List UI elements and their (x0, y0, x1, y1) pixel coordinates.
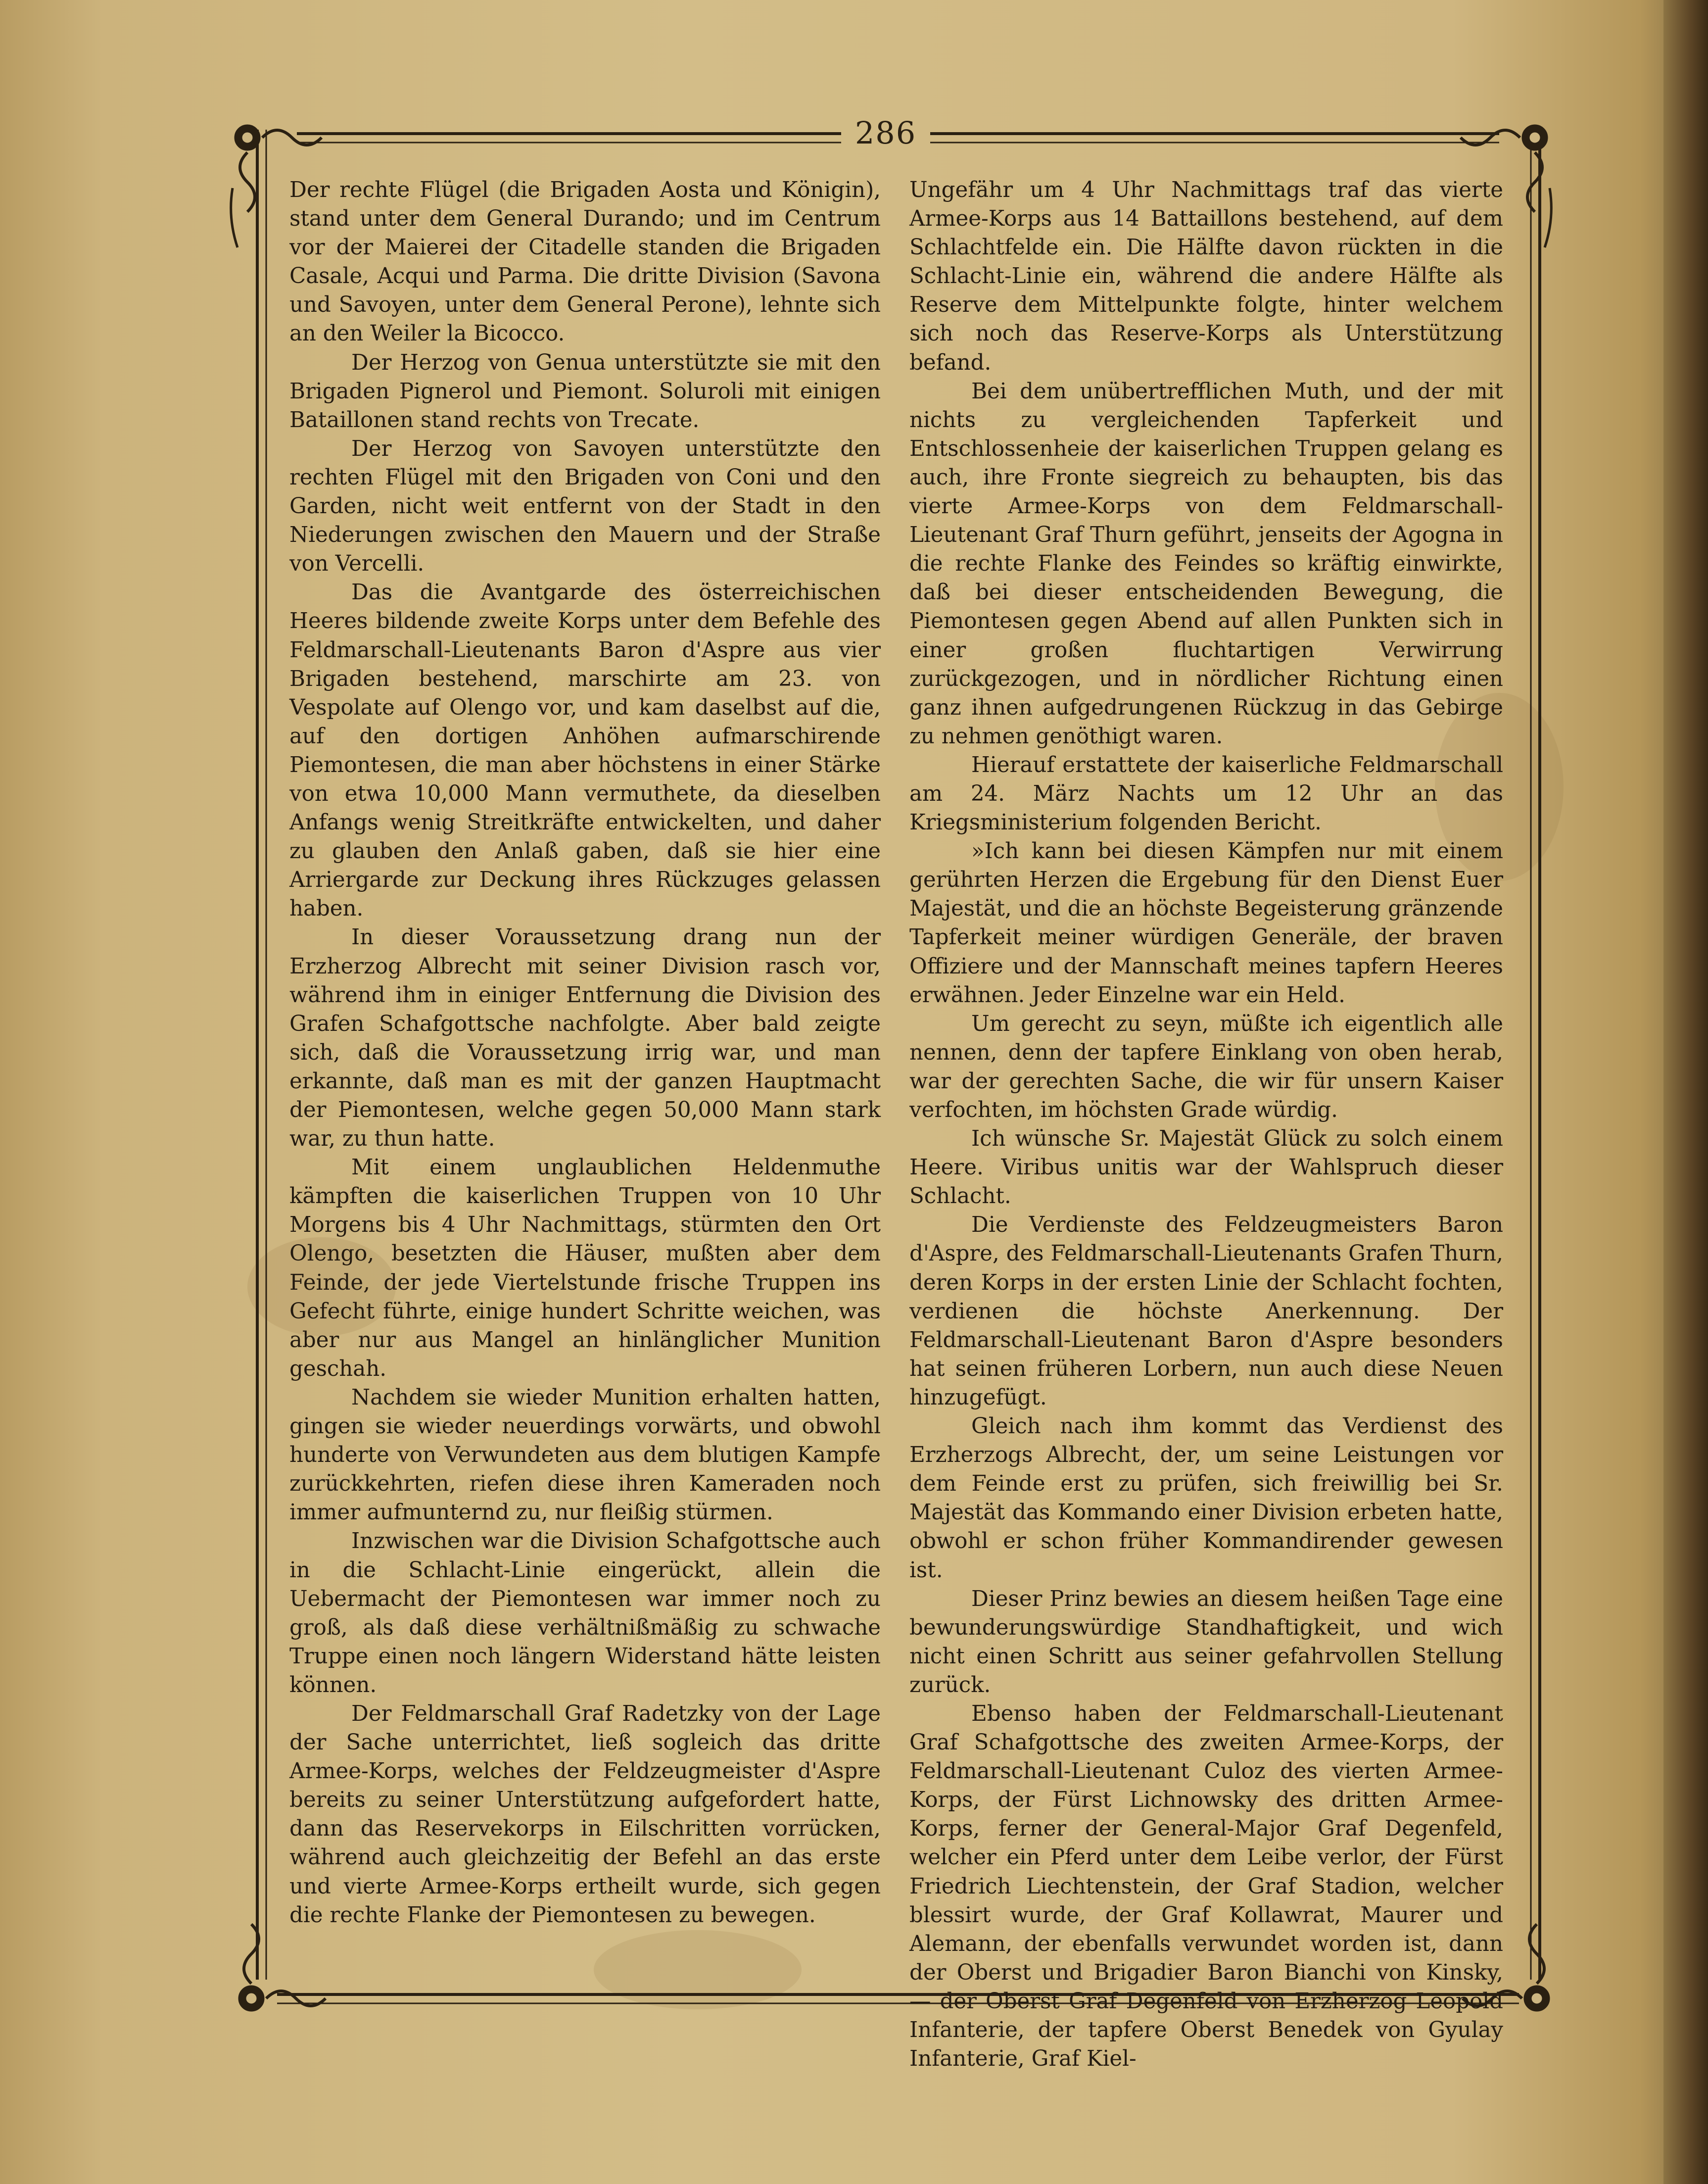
right-text-column (909, 176, 1503, 2073)
left-text-column (289, 176, 881, 1930)
paragraph: Der Herzog von Genua unterstützte sie mit den Brigaden Pignerol und Piemont. Soluroli mit einigen Bataillonen stand rechts von Trecate. (289, 350, 881, 433)
paragraph: Das die Avantgarde des österreichischen Heeres bildende zweite Korps unter dem Befehle des Feldmarschall-Lieutenants Baron d'Aspre aus vier Brigaden bestehend, marschirte am 23. von Vespolate auf Olengo vor, und kam daselbst auf die, auf den dortigen Anhöhen aufmarschirende Piemontesen, die man aber höchstens in einer Stärke von etwa 10,000 Mann vermuthete, da dieselben Anfangs wenig Streitkräfte entwickelten, und daher zu glauben den Anlaß gaben, daß sie hier eine Arriergarde zur Deckung ihres Rückzuges gelassen haben. (289, 580, 881, 922)
book-gutter (1663, 0, 1708, 2184)
paragraph: Der Feldmarschall Graf Radetzky von der Lage der Sache unterrichtet, ließ sogleich das dritte Armee-Korps, welches der Feldzeugmeister d'Aspre bereits zu seiner Unterstützung aufgefordert hatte, dann das Reservekorps in Eilschritten vorrücken, während auch gleichzeitig der Befehl an das erste und vierte Armee-Korps ertheilt wurde, sich gegen die rechte Flanke der Piemontesen zu bewegen. (289, 1701, 881, 1928)
paragraph: »Ich kann bei diesen Kämpfen nur mit einem gerührten Herzen die Ergebung für den Dienst Euer Majestät, und die an höchste Begeisterung gränzende Tapferkeit meiner würdigen Generäle, der braven Offiziere und der Mannschaft meines tapfern Heeres erwähnen. Jeder Einzelne war ein Held. (909, 839, 1503, 1008)
page-number: 286 (854, 115, 917, 151)
paragraph: Ebenso haben der Feldmarschall-Lieutenant Graf Schafgottsche des zweiten Armee-Korps, der Feldmarschall-Lieutenant Culoz des vierten Armee-Korps, der Fürst Lichnowsky des dritten Armee-Korps, ferner der General-Major Graf Degenfeld, welcher ein Pferd unter dem Leibe verlor, der Fürst Friedrich Liechtenstein, der Graf Stadion, welcher blessirt wurde, der Graf Kollawrat, Maurer und Alemann, der ebenfalls verwundet worden ist, dann der Oberst und Brigadier Baron Bianchi von Kinsky, — der Oberst Graf Degenfeld von Erzherzog Leopold Infanterie, der tapfere Oberst Benedek von Gyulay Infanterie, Graf Kiel- (909, 1701, 1503, 2072)
paragraph: Um gerecht zu seyn, müßte ich eigentlich alle nennen, denn der tapfere Einklang von oben herab, war der gerechten Sache, die wir für unsern Kaiser verfochten, im höchsten Grade würdig. (909, 1011, 1503, 1122)
paragraph: Der rechte Flügel (die Brigaden Aosta und Königin), stand unter dem General Durando; und im Centrum vor der Maierei der Citadelle standen die Brigaden Casale, Acqui und Parma. Die dritte Division (Savona und Savoyen, unter dem General Perone), lehnte sich an den Weiler la Bicocco. (289, 178, 881, 346)
paragraph: Die Verdienste des Feldzeugmeisters Baron d'Aspre, des Feldmarschall-Lieutenants Grafen Thurn, deren Korps in der ersten Linie der Schlacht fochten, verdienen die höchste Anerkennung. Der Feldmarschall-Lieutenant Baron d'Aspre besonders hat seinen früheren Lorbern, nun auch diese Neuen hinzugefügt. (909, 1213, 1503, 1410)
paragraph: Ungefähr um 4 Uhr Nachmittags traf das vierte Armee-Korps aus 14 Battaillons bestehend, auf dem Schlachtfelde ein. Die Hälfte davon rückten in die Schlacht-Linie ein, während die andere Hälfte als Reserve dem Mittelpunkte folgte, hinter welchem sich noch das Reserve-Korps als Unterstützung befand. (909, 178, 1503, 375)
paragraph: Hierauf erstattete der kaiserliche Feldmarschall am 24. März Nachts um 12 Uhr an das Kriegsministerium folgenden Bericht. (909, 752, 1503, 835)
paragraph: Bei dem unübertrefflichen Muth, und der mit nichts zu vergleichenden Tapferkeit und Entschlossenheie der kaiserlichen Truppen gelang es auch, ihre Fronte siegreich zu behaupten, bis das vierte Armee-Korps von dem Feldmarschall-Lieutenant Graf Thurn geführt, jenseits der Agogna in die rechte Flanke des Feindes so kräftig einwirkte, daß bei dieser entscheidenden Bewegung, die Piemontesen gegen Abend auf allen Punkten sich in einer großen fluchtartigen Verwirrung zurückgezogen, und in nördlicher Richtung einen ganz ihnen aufgedrungenen Rückzug in das Gebirge zu nehmen genöthigt waren. (909, 379, 1503, 749)
paragraph: Mit einem unglaublichen Heldenmuthe kämpften die kaiserlichen Truppen von 10 Uhr Morgens bis 4 Uhr Nachmittags, stürmten den Ort Olengo, besetzten die Häuser, mußten aber dem Feinde, der jede Viertelstunde frische Truppen ins Gefecht führte, einige hundert Schritte weichen, was aber nur aus Mangel an hinlänglicher Munition geschah. (289, 1155, 881, 1381)
paragraph: Dieser Prinz bewies an diesem heißen Tage eine bewunderungswürdige Standhaftigkeit, und wich nicht einen Schritt aus seiner gefahrvollen Stellung zurück. (909, 1586, 1503, 1698)
paragraph: Inzwischen war die Division Schafgottsche auch in die Schlacht-Linie eingerückt, allein die Uebermacht der Piemontesen war immer noch zu groß, als daß diese verhältnißmäßig zu schwache Truppe einen noch längern Widerstand hätte leisten können. (289, 1529, 881, 1698)
paragraph: Ich wünsche Sr. Majestät Glück zu solch einem Heere. Viribus unitis war der Wahlspruch dieser Schlacht. (909, 1126, 1503, 1209)
paragraph: Nachdem sie wieder Munition erhalten hatten, gingen sie wieder neuerdings vorwärts, und obwohl hunderte von Verwundeten aus dem blutigen Kampfe zurückkehrten, riefen diese ihren Kameraden noch immer aufmunternd zu, nur fleißig stürmen. (289, 1385, 881, 1525)
paragraph: In dieser Voraussetzung drang nun der Erzherzog Albrecht mit seiner Division rasch vor, während ihm in einiger Entfernung die Division des Grafen Schafgottsche nachfolgte. Aber bald zeigte sich, daß die Voraussetzung irrig war, und man erkannte, daß man es mit der ganzen Hauptmacht der Piemontesen, welche gegen 50,000 Mann stark war, zu thun hatte. (289, 925, 881, 1152)
paragraph: Der Herzog von Savoyen unterstützte den rechten Flügel mit den Brigaden von Coni und den Garden, nicht weit entfernt von der Stadt in den Niederungen zwischen den Mauern und der Straße von Vercelli. (289, 436, 881, 577)
corner-ornament-bottom-left (238, 1924, 326, 2011)
paragraph: Gleich nach ihm kommt das Verdienst des Erzherzogs Albrecht, der, um seine Leistungen vor dem Feinde erst zu prüfen, sich freiwillig bei Sr. Majestät das Kommando einer Division erbeten hatte, obwohl er schon früher Kommandirender gewesen ist. (909, 1414, 1503, 1583)
